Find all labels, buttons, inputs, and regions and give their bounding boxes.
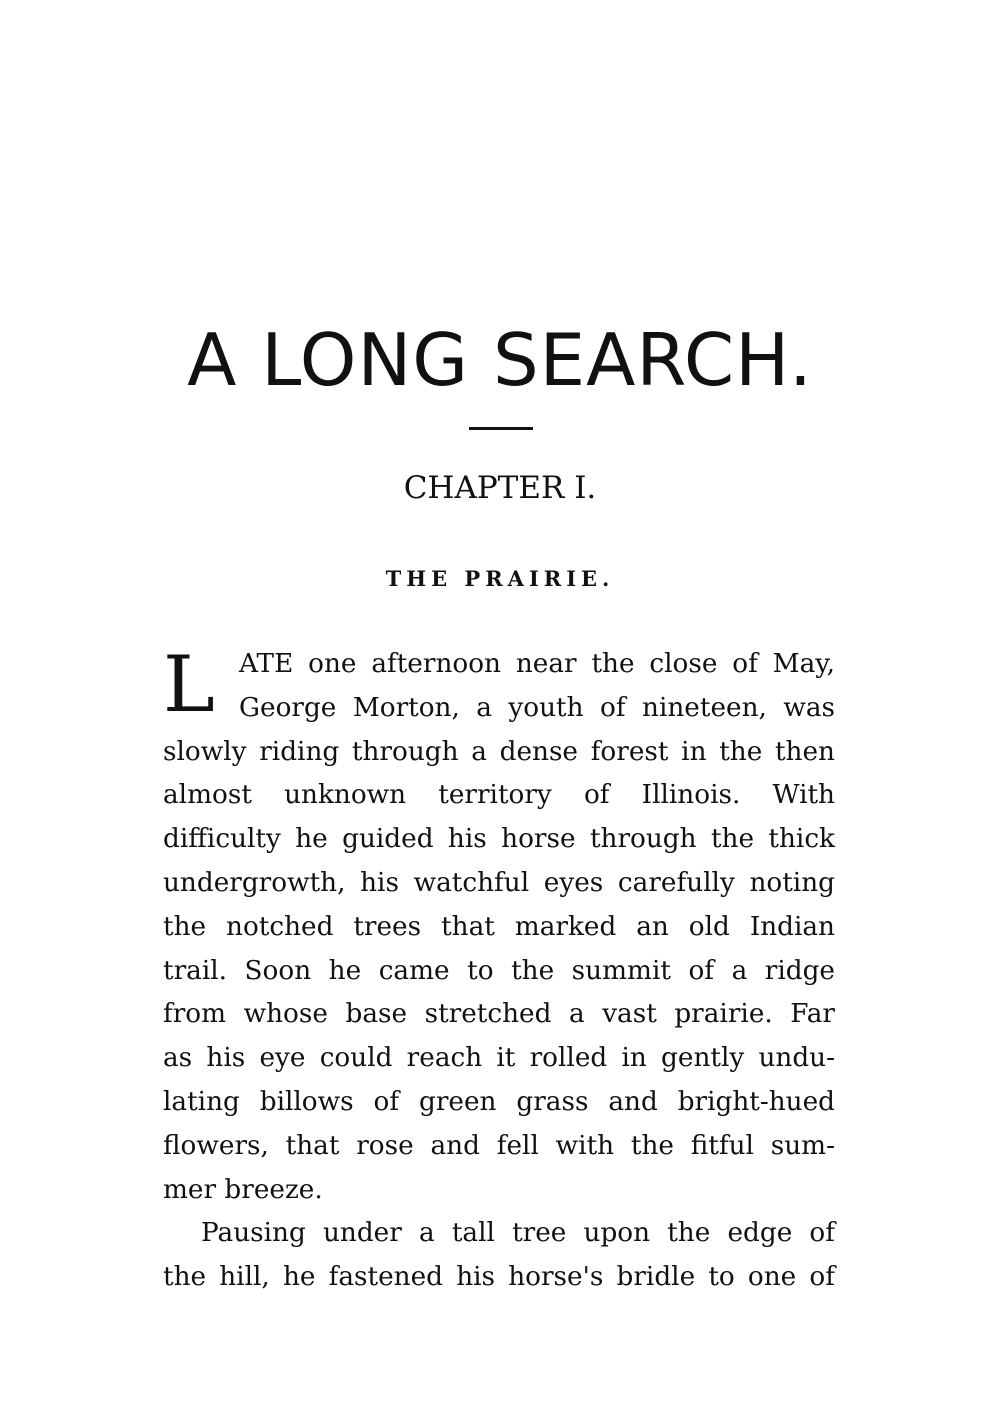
text-line: lating billows of green grass and bright-hued	[163, 1086, 835, 1117]
text-line: Pausing under a tall tree upon the edge of	[201, 1218, 835, 1249]
text-line: almost unknown territory of Illinois. With	[163, 780, 835, 811]
text-line: the notched trees that marked an old Indian	[163, 911, 835, 942]
text-line: mer breeze.	[163, 1174, 323, 1205]
chapter-subtitle: THE PRAIRIE.	[385, 566, 615, 591]
text-line: the hill, he fastened his horse's bridle to one of	[163, 1262, 835, 1293]
text-line: George Morton, a youth of nineteen, was	[239, 692, 835, 723]
text-line: difficulty he guided his horse through the thick	[163, 824, 835, 855]
text-line: from whose base stretched a vast prairie. Far	[163, 999, 835, 1030]
title-divider	[469, 427, 533, 430]
drop-cap: L	[163, 640, 215, 730]
text-line: trail. Soon he came to the summit of a ridge	[163, 955, 835, 986]
text-line: undergrowth, his watchful eyes carefully noting	[163, 867, 835, 898]
text-line: ATE one afternoon near the close of May,	[239, 649, 835, 679]
book-title: A LONG SEARCH.	[187, 318, 813, 402]
text-line: flowers, that rose and fell with the fitful sum-	[163, 1130, 835, 1161]
chapter-heading: CHAPTER I.	[403, 470, 597, 506]
text-line: slowly riding through a dense forest in the then	[163, 736, 835, 767]
text-line: as his eye could reach it rolled in gently undu-	[163, 1043, 835, 1074]
body-text	[163, 640, 835, 1300]
